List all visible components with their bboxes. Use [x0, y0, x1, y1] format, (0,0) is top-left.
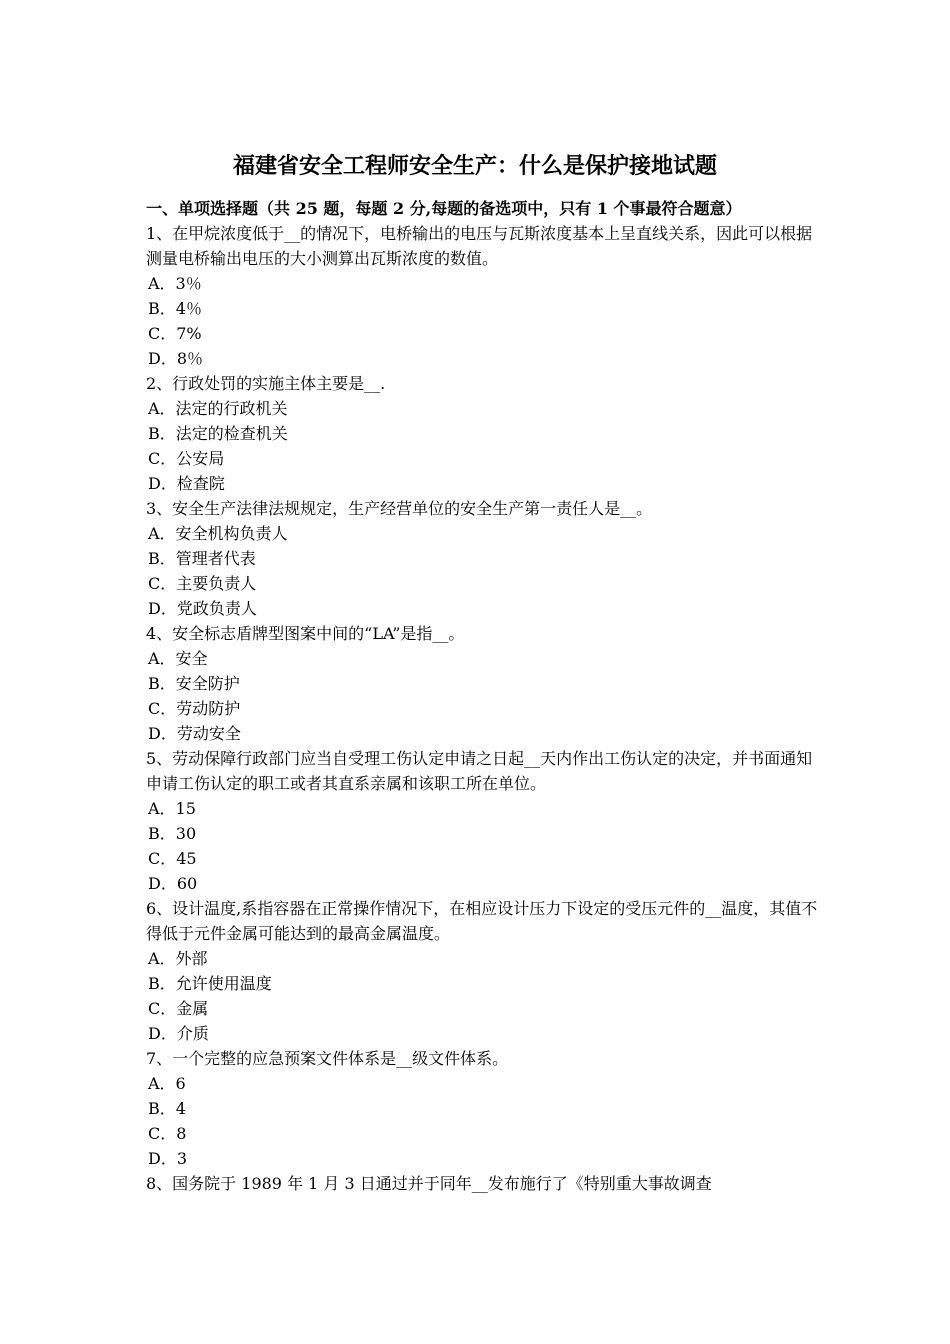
option-d: D．劳动安全 — [148, 724, 241, 743]
section-heading: 一、单项选择题（共 25 题，每题 2 分,每题的备选项中，只有 1 个事最符合题意） — [146, 199, 742, 218]
document-title: 福建省安全工程师安全生产：什么是保护接地试题 — [232, 153, 717, 179]
option-d: D．党政负责人 — [148, 599, 257, 618]
option-c: C．金属 — [148, 999, 209, 1018]
question-stem: 6、设计温度,系指容器在正常操作情况下，在相应设计压力下设定的受压元件的__温度，其值不得低于元件金属可能达到的最高金属温度。 — [146, 899, 818, 943]
question-7 — [146, 1046, 818, 1171]
question-1 — [146, 221, 818, 371]
option-c: C．45 — [148, 849, 197, 868]
question-stem: 3、安全生产法律法规规定，生产经营单位的安全生产第一责任人是__。 — [146, 499, 653, 518]
question-3 — [146, 496, 818, 621]
option-b: B．30 — [148, 824, 197, 843]
question-2 — [146, 371, 818, 496]
option-a: A．3％ — [148, 274, 202, 293]
option-a: A．安全机构负责人 — [148, 524, 288, 543]
option-d: D．检查院 — [148, 474, 225, 493]
question-4 — [146, 621, 818, 746]
option-c: C．劳动防护 — [148, 699, 241, 718]
question-stem: 1、在甲烷浓度低于__的情况下，电桥输出的电压与瓦斯浓度基本上呈直线关系，因此可以根据测量电桥输出电压的大小测算出瓦斯浓度的数值。 — [146, 224, 813, 268]
question-6 — [146, 896, 818, 1046]
question-5 — [146, 746, 818, 896]
option-c: C．主要负责人 — [148, 574, 257, 593]
option-b: B．管理者代表 — [148, 549, 256, 568]
option-a: A．法定的行政机关 — [148, 399, 288, 418]
question-stem: 8、国务院于 1989 年 1 月 3 日通过并于同年__发布施行了《特别重大事故调查 — [146, 1174, 712, 1193]
question-stem: 5、劳动保障行政部门应当自受理工伤认定申请之日起__天内作出工伤认定的决定，并书面通知申请工伤认定的职工或者其直系亲属和该职工所在单位。 — [146, 749, 813, 793]
question-stem: 7、一个完整的应急预案文件体系是__级文件体系。 — [146, 1049, 509, 1068]
option-b: B．安全防护 — [148, 674, 240, 693]
option-c: C．8 — [148, 1124, 187, 1143]
option-b: B．法定的检查机关 — [148, 424, 288, 443]
option-d: D．8％ — [148, 349, 204, 368]
option-a: A．15 — [148, 799, 196, 818]
option-c: C．7% — [148, 324, 202, 343]
option-d: D．60 — [148, 874, 198, 893]
question-8 — [146, 1171, 818, 1196]
option-b: B．4％ — [148, 299, 202, 318]
option-b: B．4 — [148, 1099, 186, 1118]
option-d: D．3 — [148, 1149, 188, 1168]
question-stem: 4、安全标志盾牌型图案中间的“LA”是指__。 — [146, 624, 465, 643]
option-c: C．公安局 — [148, 449, 225, 468]
option-a: A．安全 — [148, 649, 208, 668]
option-a: A．外部 — [148, 949, 208, 968]
option-b: B．允许使用温度 — [148, 974, 272, 993]
question-stem: 2、行政处罚的实施主体主要是__. — [146, 374, 386, 393]
document-body — [146, 196, 818, 1196]
option-d: D．介质 — [148, 1024, 209, 1043]
option-a: A．6 — [148, 1074, 186, 1093]
